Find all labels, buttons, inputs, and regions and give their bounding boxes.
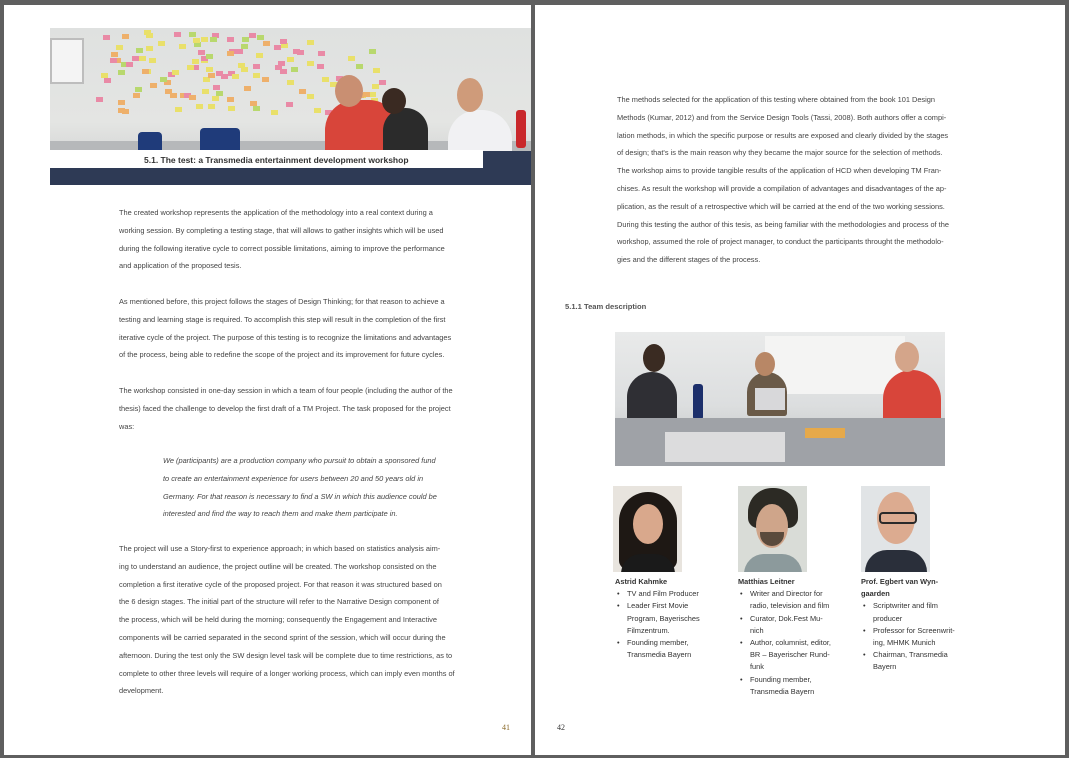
sticky-note bbox=[348, 56, 355, 61]
person-dark-hair-head bbox=[382, 88, 406, 114]
methods-paragraph bbox=[617, 91, 949, 269]
face bbox=[633, 504, 663, 544]
sticky-note bbox=[122, 34, 129, 39]
role-line: • Leader First Movie bbox=[627, 601, 689, 611]
role-line: Program, Bayerisches bbox=[627, 613, 700, 623]
team-description-heading: 5.1.1 Team description bbox=[565, 302, 647, 311]
person-center-head bbox=[755, 352, 775, 376]
sticky-note bbox=[160, 77, 167, 82]
member-role-item bbox=[750, 674, 831, 698]
sticky-note bbox=[213, 85, 220, 90]
member-role-item bbox=[873, 625, 955, 649]
text-line: gies and the different stages of the process. bbox=[617, 255, 761, 265]
member-role-list bbox=[861, 600, 955, 673]
role-line: • Scriptwriter and film bbox=[873, 601, 938, 611]
member-role-item bbox=[627, 637, 700, 661]
sticky-note bbox=[142, 69, 149, 74]
sticky-note bbox=[253, 64, 260, 69]
sticky-note bbox=[208, 104, 215, 109]
text-line: during the following iterative cycle to correct possible limitations, aiming to improve the performance bbox=[119, 243, 445, 253]
role-line: producer bbox=[873, 613, 903, 623]
sticky-note bbox=[136, 48, 143, 53]
sticky-note bbox=[278, 61, 285, 66]
sticky-note bbox=[227, 37, 234, 42]
role-line: nich bbox=[750, 625, 764, 635]
member-role-list bbox=[615, 588, 700, 661]
member-role-item bbox=[627, 588, 700, 600]
text-line: ing to understand an audience, the project outline will be created. The workshop consisted on the bbox=[119, 561, 437, 571]
sticky-note bbox=[118, 70, 125, 75]
text-line: workshop, assumed the role of project manager, to conduct the participants throught the methodolo- bbox=[617, 237, 944, 247]
member-name-line: gaarden bbox=[861, 589, 890, 599]
member-name-line: Prof. Egbert van Wyn- bbox=[861, 577, 939, 586]
text-line: working session. By completing a testing stage, that will allows to gather insights which will be used bbox=[119, 225, 444, 235]
role-line: Transmedia Bayern bbox=[750, 686, 815, 696]
role-line: • Author, columnist, editor, bbox=[750, 638, 831, 648]
role-line: • Chairman, Transmedia bbox=[873, 650, 948, 660]
sticky-note bbox=[256, 53, 263, 58]
person-woman bbox=[627, 372, 677, 424]
sticky-note bbox=[189, 95, 196, 100]
glasses bbox=[879, 512, 917, 524]
member-astrid-kahmke bbox=[615, 576, 700, 661]
sticky-note bbox=[116, 45, 123, 50]
sticky-note bbox=[103, 35, 110, 40]
sticky-note bbox=[363, 92, 370, 97]
sticky-note bbox=[242, 37, 249, 42]
sticky-note bbox=[372, 84, 379, 89]
text-line: The project will use a Story-first to experience approach; in which based on statistics analysis aim- bbox=[119, 544, 441, 553]
member-name bbox=[861, 576, 955, 600]
role-line: Filmzentrum. bbox=[627, 625, 670, 635]
sticky-note bbox=[286, 102, 293, 107]
sticky-note bbox=[193, 38, 200, 43]
member-role-item bbox=[750, 613, 831, 637]
sticky-note bbox=[241, 67, 248, 72]
sticky-note bbox=[192, 59, 199, 64]
water-bottle bbox=[693, 384, 703, 420]
sticky-note bbox=[175, 107, 182, 112]
sticky-note bbox=[210, 37, 217, 42]
text-line: lation methods, in which the specific purpose or results are exposed and clearly divided by the stages bbox=[617, 130, 949, 140]
person-white-shirt-head bbox=[457, 78, 483, 112]
sticky-note bbox=[118, 100, 125, 105]
laptop bbox=[755, 388, 785, 410]
text-line: completion a first iterative cycle of the proposed project. For that reason it was structured based on bbox=[119, 579, 442, 589]
sticky-note bbox=[293, 49, 300, 54]
paragraph-4 bbox=[119, 540, 455, 700]
sticky-note bbox=[280, 39, 287, 44]
text-line: afternoon. During the test only the SW design level task will be complete due to time restrictions, as to bbox=[119, 650, 453, 660]
text-line: During this testing the author of this tesis, as being familiar with the methodologies and process of the bbox=[617, 219, 949, 229]
portrait-astrid-kahmke bbox=[613, 486, 682, 572]
role-line: radio, television and film bbox=[750, 601, 830, 611]
text-line: and application of the proposed tesis. bbox=[119, 261, 242, 271]
text-line: the process, which will be held during the morning; consequently the Engagement and Interactive bbox=[119, 615, 437, 625]
portrait-egbert-van-wyngaarden bbox=[861, 486, 930, 572]
sticky-note bbox=[196, 104, 203, 109]
sticky-note bbox=[274, 45, 281, 50]
window-frame bbox=[50, 38, 84, 84]
sticky-note bbox=[227, 97, 234, 102]
text-line: iterative cycle of the project. The purpose of this testing is to recognize the limitations and advantages bbox=[119, 332, 452, 342]
sticky-note bbox=[172, 70, 179, 75]
role-line: Bayern bbox=[873, 662, 897, 672]
text-line: interested and find the way to reach them and make them participate in. bbox=[163, 509, 398, 519]
member-role-list bbox=[738, 588, 831, 698]
sticky-note bbox=[111, 52, 118, 57]
member-role-item bbox=[627, 600, 700, 637]
sticky-note bbox=[307, 61, 314, 66]
sticky-note bbox=[228, 106, 235, 111]
sticky-note bbox=[249, 33, 256, 38]
text-line: testing and learning stage is required. To accomplish this step will result in the completion of the first bbox=[119, 314, 446, 324]
person-red-shirt-head bbox=[335, 75, 363, 107]
portrait-matthias-leitner bbox=[738, 486, 807, 572]
sticky-note bbox=[174, 32, 181, 37]
fire-extinguisher bbox=[516, 110, 526, 148]
sticky-note bbox=[144, 30, 151, 35]
role-line: • Curator, Dok.Fest Mu- bbox=[750, 613, 823, 623]
member-egbert-van-wyngaarden bbox=[861, 576, 955, 674]
sticky-note bbox=[379, 80, 386, 85]
shoulders bbox=[744, 554, 802, 572]
text-line: thesis) faced the challenge to develop the first draft of a TM Project. The task proposed for the project bbox=[119, 403, 451, 413]
sticky-note bbox=[250, 101, 257, 106]
sticky-note bbox=[318, 51, 325, 56]
text-line: As mentioned before, this project follows the stages of Design Thinking; for that reason to achieve a bbox=[119, 297, 445, 306]
sticky-note bbox=[150, 83, 157, 88]
sticky-note bbox=[369, 49, 376, 54]
page-number: 42 bbox=[557, 723, 565, 732]
text-line: The workshop consisted in one-day session in which a team of four people (including the author of the bbox=[119, 386, 453, 395]
role-line: funk bbox=[750, 662, 764, 672]
sticky-note bbox=[280, 69, 287, 74]
text-line: development. bbox=[119, 686, 164, 696]
sticky-note bbox=[291, 67, 298, 72]
sticky-note bbox=[257, 35, 264, 40]
sticky-note bbox=[126, 62, 133, 67]
papers-on-table bbox=[665, 432, 785, 462]
role-line: • Professor for Screenwrit- bbox=[873, 625, 955, 635]
sticky-note bbox=[307, 94, 314, 99]
sticky-note bbox=[307, 40, 314, 45]
sticky-note bbox=[149, 58, 156, 63]
role-line: • Founding member, bbox=[750, 674, 812, 684]
sticky-note bbox=[118, 108, 125, 113]
sticky-note bbox=[158, 41, 165, 46]
sticky-note bbox=[187, 65, 194, 70]
shoulders bbox=[865, 550, 927, 572]
sticky-note bbox=[262, 77, 269, 82]
paragraph-1 bbox=[119, 204, 445, 275]
text-line: components will be carried separated in the second sprint of the session, which will occur during the bbox=[119, 632, 446, 642]
text-line: Germany. For that reason is necessary to find a SW in which this audience could be bbox=[163, 491, 437, 501]
sticky-note bbox=[236, 49, 243, 54]
text-line: The workshop aims to provide tangible results of the application of HCD when developing TM Fran- bbox=[617, 166, 942, 176]
text-line: the 6 design stages. The initial part of the structure will refer to the Narrative Design component of bbox=[119, 597, 439, 607]
sticky-note bbox=[216, 71, 223, 76]
person-woman-head bbox=[643, 344, 665, 372]
section-heading: 5.1. The test: a Transmedia entertainment development workshop bbox=[144, 155, 409, 165]
sticky-note bbox=[287, 80, 294, 85]
sticky-note bbox=[96, 97, 103, 102]
sticky-note bbox=[206, 54, 213, 59]
sticky-note bbox=[104, 78, 111, 83]
member-name bbox=[738, 576, 831, 588]
sticky-note bbox=[189, 32, 196, 37]
role-line: • Founding member, bbox=[627, 638, 689, 648]
team-meeting-photo bbox=[615, 332, 945, 466]
sticky-note bbox=[263, 41, 270, 46]
sticky-note bbox=[170, 93, 177, 98]
role-line: BR – Bayerischer Rund- bbox=[750, 650, 830, 660]
sticky-note bbox=[132, 56, 139, 61]
member-role-item bbox=[750, 588, 831, 612]
sticky-note bbox=[216, 91, 223, 96]
sticky-note bbox=[227, 51, 234, 56]
sticky-note bbox=[202, 89, 209, 94]
text-line: Methods (Kumar, 2012) and from the Service Design Tools (Tassi, 2008). Both authors offer a compi- bbox=[617, 112, 947, 122]
member-name-line: Astrid Kahmke bbox=[615, 577, 668, 586]
member-role-item bbox=[750, 637, 831, 674]
role-line: • Writer and Director for bbox=[750, 589, 823, 599]
person-red-head bbox=[895, 342, 919, 372]
sticky-note bbox=[206, 67, 213, 72]
text-line: was: bbox=[119, 421, 135, 431]
text-line: complete to other three levels will require of a longer working process, which can imply even months of bbox=[119, 668, 455, 678]
sticky-note bbox=[253, 73, 260, 78]
sticky-note bbox=[369, 92, 376, 97]
role-line: • TV and Film Producer bbox=[627, 589, 699, 599]
member-name bbox=[615, 576, 700, 588]
sticky-note bbox=[139, 56, 146, 61]
role-line: ing, MHMK Munich bbox=[873, 638, 936, 648]
text-line: of design; that's is the main reason why they became the major source for the selection of methods. bbox=[617, 148, 943, 158]
member-matthias-leitner bbox=[738, 576, 831, 698]
page-number: 41 bbox=[502, 723, 510, 732]
colored-cards bbox=[805, 428, 845, 438]
role-line: Transmedia Bayern bbox=[627, 650, 692, 660]
text-line: chises. As result the workshop will provide a compilation of advantages and disadvantages of the ap- bbox=[617, 183, 947, 193]
sticky-note bbox=[299, 89, 306, 94]
sticky-note bbox=[314, 108, 321, 113]
left-page bbox=[4, 5, 531, 755]
sticky-note bbox=[356, 64, 363, 69]
sticky-note bbox=[232, 74, 239, 79]
sticky-note bbox=[201, 37, 208, 42]
text-line: We (participants) are a production company who pursuit to obtain a sponsored fund bbox=[163, 456, 436, 465]
paragraph-2 bbox=[119, 293, 451, 364]
sticky-note bbox=[212, 96, 219, 101]
sticky-note bbox=[287, 57, 294, 62]
sticky-note bbox=[146, 46, 153, 51]
sticky-note bbox=[208, 73, 215, 78]
paragraph-3 bbox=[119, 382, 453, 435]
sticky-note bbox=[135, 87, 142, 92]
sticky-note bbox=[244, 86, 251, 91]
sticky-note bbox=[133, 93, 140, 98]
member-name-line: Matthias Leitner bbox=[738, 577, 795, 586]
sticky-note bbox=[110, 58, 117, 63]
text-line: to create an entertainment experience for users between 20 and 50 years old in bbox=[163, 473, 424, 483]
member-role-item bbox=[873, 600, 955, 624]
sticky-note bbox=[179, 44, 186, 49]
person-red bbox=[883, 370, 941, 422]
quote-block bbox=[163, 452, 437, 523]
text-line: plication, as the result of a retrospective which will be carried at the end of the two working sessions. bbox=[617, 201, 945, 211]
sticky-note bbox=[198, 50, 205, 55]
sticky-note bbox=[317, 64, 324, 69]
sticky-note bbox=[253, 106, 260, 111]
right-page bbox=[535, 5, 1065, 755]
text-line: The created workshop represents the application of the methodology into a real context during a bbox=[119, 208, 433, 217]
member-role-item bbox=[873, 649, 955, 673]
sticky-note bbox=[271, 110, 278, 115]
sticky-note bbox=[322, 77, 329, 82]
text-line: The methods selected for the application of this testing where obtained from the book 101 Design bbox=[617, 95, 935, 104]
sticky-note bbox=[373, 68, 380, 73]
text-line: of the process, being able to redefine the scope of the project and its improvement for future cycles. bbox=[119, 350, 445, 360]
